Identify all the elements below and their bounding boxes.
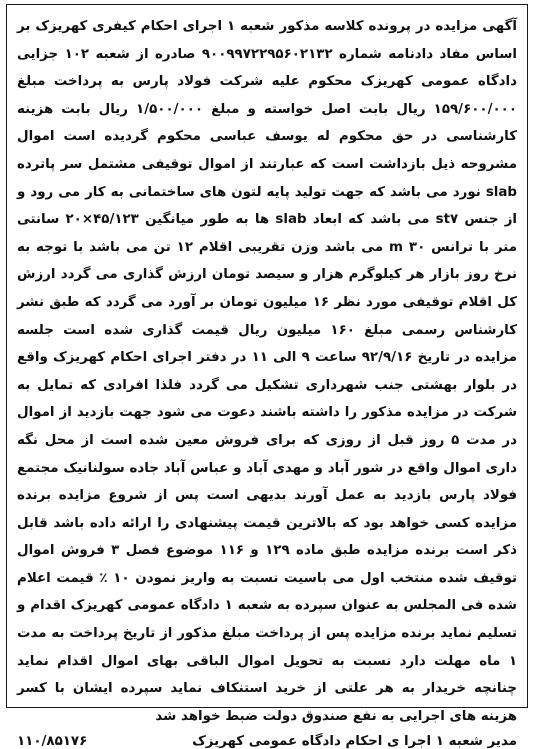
- notice-signature: مدیر شعبه ۱ اجرا ی احکام دادگاه عمومی کهریزک: [192, 734, 517, 749]
- auction-notice: [6, 4, 528, 749]
- notice-body-text: آگهی مزایده در پرونده کلاسه مذکور شعبه ۱ اجرای احکام کیفری کهریزک بر اساس مفاد دادنامه شماره ۹۰۰۹۹۷۲۲۹۵۶۰۲۱۳۲ صادره از شعبه ۱۰۲ جزایی دادگاه عمومی کهریزک محکوم علیه شرکت فولاد پارس به پرداخت مبلغ ۱۵۹/۶۰۰/۰۰۰ ریال بابت اصل خواسته و مبلغ ۱/۵۰۰/۰۰۰ ریال بابت هزینه کارشناسی در حق محکوم له یوسف عباسی محکوم گردیده است اموال مشروحه ذیل بازداشت است که عبارتند از اموال توقیفی مشتمل سر پاترده slab نورد می باشد که جهت تولید پایه لتون های ساختمانی به کار می رود و از جنس st۷ می باشد که ابعاد slab ها به طور میانگین ۴۵/۱۲۳×۲۰ سانتی متر با ترانس ۳۰ m می باشد وزن تقریبی اقلام ۱۲ تن می باشد با توجه به نرخ روز بازار هر کیلوگرم هزار و سیصد تومان ارزش گذاری می گردد ارزش کل اقلام توقیفی مورد نظر ۱۶ میلیون تومان بر آورد می گردد که طبق نشر کارشناس رسمی مبلغ ۱۶۰ میلیون ریال قیمت گذاری شده است جلسه مزایده در تاریخ ۹۲/۹/۱۶ ساعت ۹ الی ۱۱ در دفتر اجرای احکام کهریزک واقع در بلوار بهشتی جنب شهرداری تشکیل می گردد فلذا افرادی که تمایل به شرکت در مزایده مذکور را داشته باشند دعوت می شود جهت بازدید از اموال در مدت ۵ روز قبل از روزی که برای فروش معین شده است از محل نگه داری اموال واقع در شور آباد و مهدی آباد و عباس آباد جاده سولنانیک مجتمع فولاد پارس بازدید به عمل آورند بدیهی است پس از شروع مزایده برنده مزایده کسی خواهد بود که بالاترین قیمت پیشنهادی را ارائه داده باشد قابل ذکر است برنده مزایده طبق ماده ۱۲۹ و ۱۱۶ موضوع فصل ۳ فروش اموال توقیف شده منتخب اول می باسیت نسبت به واریز نمودن ۱۰ ٪ قیمت اعلام شده فی المجلس به عنوان سپرده به شعبه ۱ دادگاه عمومی کهریزک اقدام و تسلیم نماید برنده مزایده پس از پرداخت مبلغ مذکور از تاریخ پرداخت به مدت ۱ ماه مهلت دارد نسبت به تحویل اموال الباقی بهای اموال اقدام نماید چنانچه خریدار به هر علتی از خرید استنکاف نماید سپرده ایشان با کسر هزینه های اجرایی به نفع صندوق دولت ضبط خواهد شد: [17, 19, 518, 724]
- notice-footer: [17, 734, 517, 749]
- notice-code: ۱۱۰/۸۵۱۷۶: [17, 734, 88, 749]
